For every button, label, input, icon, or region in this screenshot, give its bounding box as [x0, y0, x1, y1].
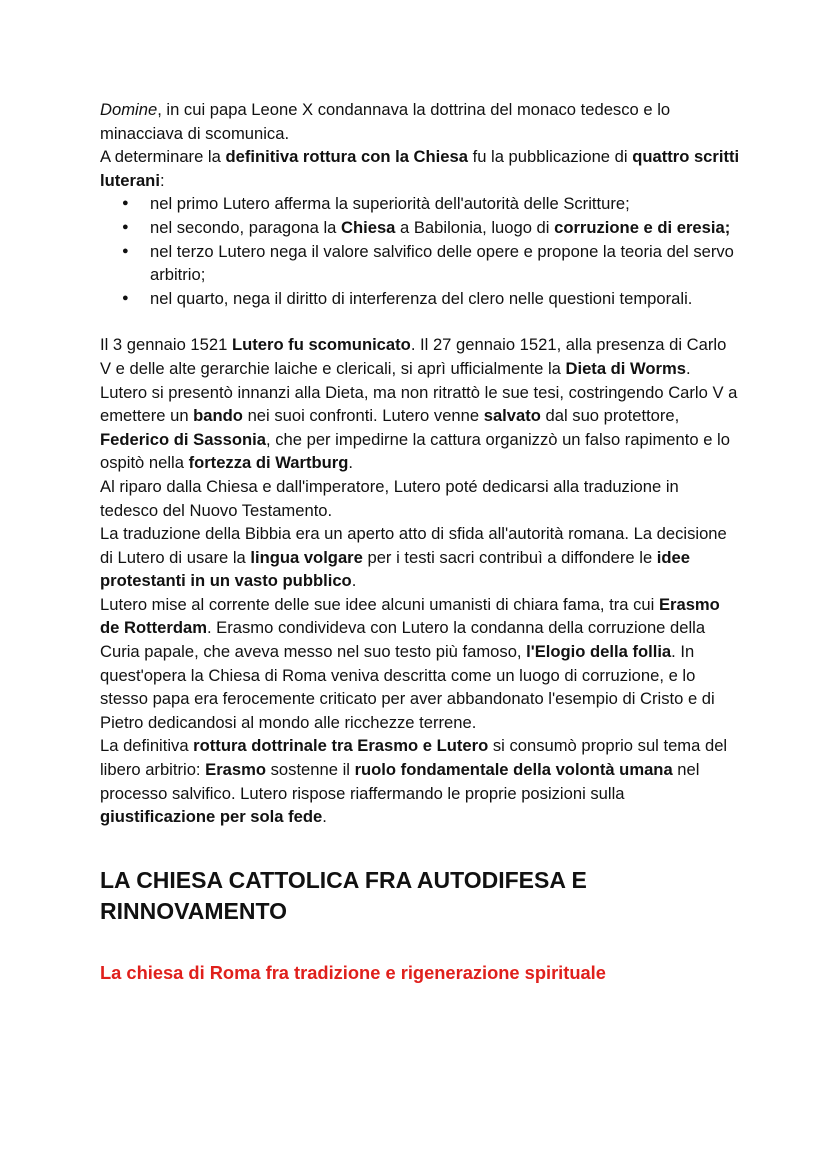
text-span: nel quarto, nega il diritto di interferenza del clero nelle questioni temporali. — [150, 288, 693, 308]
text-span: Lutero mise al corrente delle sue idee alcuni umanisti di chiara fama, tra cui — [100, 594, 659, 614]
document-page — [100, 98, 740, 985]
text-span: sostenne il — [266, 760, 355, 780]
bold-text: fortezza di Wartburg — [188, 453, 349, 473]
bold-text: l'Elogio della follia — [526, 642, 672, 662]
text-span: Il 3 gennaio 1521 — [100, 335, 232, 355]
text-span: La traduzione della Bibbia era un aperto atto di sfida all'autorità romana. La decisione di Lutero di usare la — [100, 524, 727, 567]
bold-text: Erasmo — [205, 760, 267, 780]
section-heading: LA CHIESA CATTOLICA FRA AUTODIFESA E RINNOVAMENTO — [100, 866, 587, 924]
text-span: . Erasmo condivideva con Lutero la condanna della corruzione della Curia papale, che aveva messo nel suo testo più famoso, — [100, 618, 706, 662]
list-item — [122, 287, 740, 311]
text-span: : — [159, 170, 165, 190]
text-span: , in cui papa Leone X condannava la dottrina del monaco tedesco e lo minacciava di scomunica. — [100, 100, 671, 143]
text-span: a Babilonia, luogo di — [395, 217, 555, 237]
text-span: per i testi sacri contribuì a diffondere le — [362, 547, 657, 567]
text-span: nei suoi confronti. Lutero venne — [242, 406, 484, 426]
bold-text: Dieta di Worms — [565, 358, 686, 378]
text-span: . — [351, 571, 357, 591]
paragraph-spacer — [100, 310, 740, 333]
paragraph-erasmus — [100, 593, 740, 735]
list-item — [122, 216, 740, 240]
text-span: nel secondo, paragona la — [150, 217, 341, 237]
italic-text: Domine — [100, 100, 158, 119]
bold-text: lingua volgare — [250, 547, 363, 567]
bold-text: rottura dottrinale tra Erasmo e Lutero — [193, 736, 489, 756]
bold-text: quattro scritti luterani — [100, 147, 740, 190]
paragraph-doctrinal-break — [100, 734, 740, 828]
paragraph-excommunication — [100, 333, 740, 475]
text-span: . Lutero si presentò innanzi alla Dieta, ma non ritrattò le sue tesi, costringendo Carlo V a emettere un — [100, 358, 738, 426]
list-item — [122, 192, 740, 216]
bold-text: Lutero fu scomunicato — [231, 335, 411, 355]
text-span: dal suo protettore, — [540, 406, 680, 426]
text-span: , che per impedirne la cattura organizzò un falso rapimento e lo ospitò nella — [100, 429, 730, 473]
text-span: . — [348, 453, 353, 473]
paragraph-translation — [100, 475, 740, 522]
paragraph-bull-condemnation — [100, 98, 740, 145]
bold-text: Federico di Sassonia — [100, 429, 266, 449]
text-span: . — [322, 807, 327, 827]
paragraph-bible-challenge — [100, 522, 740, 593]
text-span: nel terzo Lutero nega il valore salvifico delle opere e propone la teoria del servo arbitrio; — [150, 241, 734, 285]
bold-text: bando — [193, 406, 243, 426]
text-span: Al riparo dalla Chiesa e dall'imperatore, Lutero poté dedicarsi alla traduzione in tedesco del Nuovo Testamento. — [100, 476, 679, 520]
bold-text: Chiesa — [340, 217, 396, 237]
subsection-heading: La chiesa di Roma fra tradizione e rigenerazione spirituale — [100, 961, 606, 983]
list-item — [122, 240, 740, 287]
text-span: A determinare la — [100, 147, 226, 167]
text-span: fu la pubblicazione di — [467, 147, 633, 167]
paragraph-four-writings — [100, 145, 740, 192]
text-span: La definitiva — [100, 736, 194, 756]
bold-text: salvato — [483, 406, 541, 426]
text-span: . Il 27 gennaio 1521, alla presenza di Carlo V e delle alte gerarchie laiche e clericali, si aprì ufficialmente la — [100, 335, 727, 378]
bold-text: ruolo fondamentale della volontà umana — [354, 760, 673, 780]
writings-bullet-list — [100, 192, 740, 310]
text-span: nel processo salvifico. Lutero rispose riaffermando le proprie posizioni sulla — [100, 760, 700, 803]
text-span: . In quest'opera la Chiesa di Roma veniva descritta come un luogo di corruzione, e lo stesso papa era ferocemente criticato per aver abbandonato l'esempio di Cristo e di Pietro dedicandosi al mondo alle ricchezze terrene. — [100, 642, 715, 732]
bold-text: giustificazione per sola fede — [100, 807, 323, 827]
text-span: si consumò proprio sul tema del libero arbitrio: — [100, 736, 728, 780]
text-span: nel primo Lutero afferma la superiorità dell'autorità delle Scritture; — [150, 194, 630, 214]
bold-text: definitiva rottura con la Chiesa — [225, 147, 468, 167]
bold-text: Erasmo de Rotterdam — [100, 594, 720, 638]
bold-text: corruzione e di eresia; — [554, 217, 731, 237]
bold-text: idee protestanti in un vasto pubblico — [100, 547, 691, 591]
